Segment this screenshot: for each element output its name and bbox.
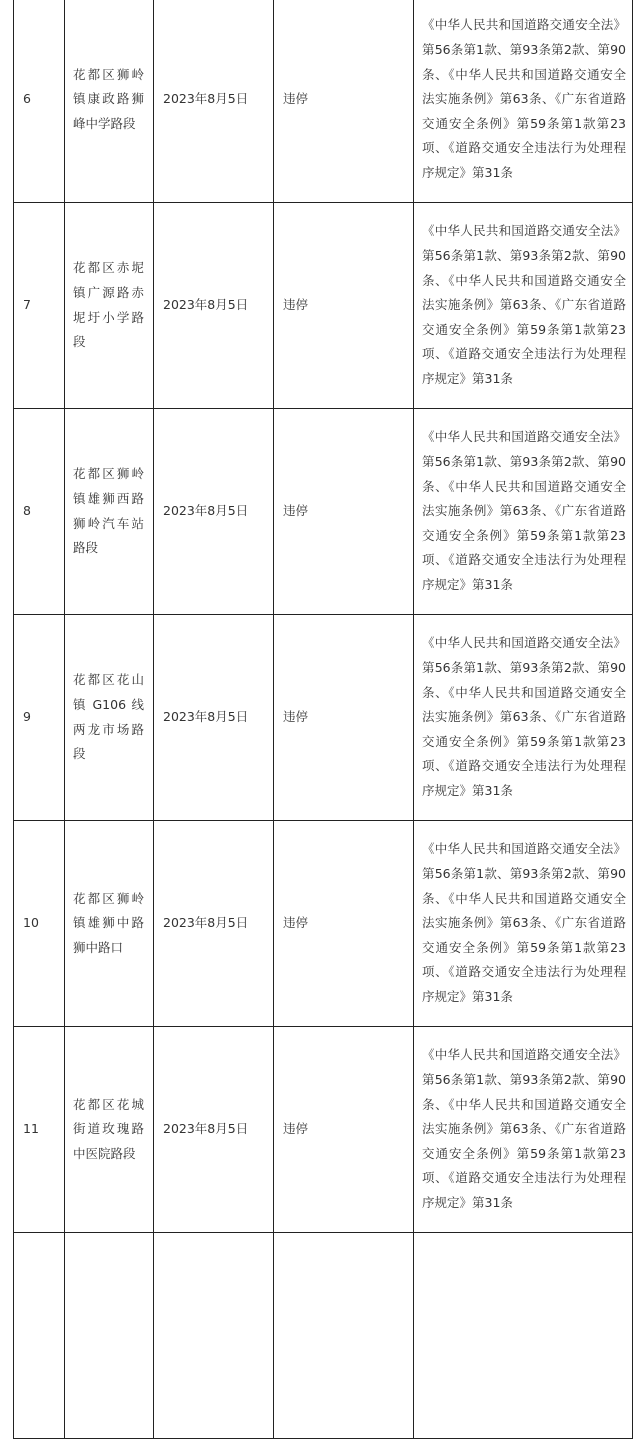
row-number: 8	[14, 409, 65, 615]
law-cell: 《中华人民共和国道路交通安全法》第56条第1款、第93条第2款、第90条、《中华人民共和国道路交通安全法实施条例》第63条、《广东省道路交通安全条例》第59条第1款第23项、《道路交通安全违法行为处理程序规定》第31条	[414, 0, 633, 203]
violation-cell: 违停	[274, 203, 414, 409]
law-cell: 《中华人民共和国道路交通安全法》第56条第1款、第93条第2款、第90条、《中华人民共和国道路交通安全法实施条例》第63条、《广东省道路交通安全条例》第59条第1款第23项、《道路交通安全违法行为处理程序规定》第31条	[414, 203, 633, 409]
violation-cell: 违停	[274, 821, 414, 1027]
row-number: 7	[14, 203, 65, 409]
row-number: 11	[14, 1027, 65, 1233]
row-number: 9	[14, 615, 65, 821]
law-cell: 《中华人民共和国道路交通安全法》第56条第1款、第93条第2款、第90条、《中华人民共和国道路交通安全法实施条例》第63条、《广东省道路交通安全条例》第59条第1款第23项、《道路交通安全违法行为处理程序规定》第31条	[414, 821, 633, 1027]
violation-cell: 违停	[274, 0, 414, 203]
location-cell: 花都区狮岭镇雄狮西路狮岭汽车站路段	[65, 409, 154, 615]
violation-cell: 违停	[274, 409, 414, 615]
location-cell: 花都区狮岭镇雄狮中路狮中路口	[65, 821, 154, 1027]
law-cell: 《中华人民共和国道路交通安全法》第56条第1款、第93条第2款、第90条、《中华人民共和国道路交通安全法实施条例》第63条、《广东省道路交通安全条例》第59条第1款第23项、《道路交通安全违法行为处理程序规定》第31条	[414, 1027, 633, 1233]
table-row	[14, 1027, 633, 1233]
violations-table	[13, 0, 632, 1439]
table-row	[14, 615, 633, 821]
violation-cell: 违停	[274, 1027, 414, 1233]
row-number: 10	[14, 821, 65, 1027]
row-number: 6	[14, 0, 65, 203]
violation-cell: 违停	[274, 615, 414, 821]
location-cell: 花都区赤坭镇广源路赤坭圩小学路段	[65, 203, 154, 409]
date-cell: 2023年8月5日	[154, 409, 274, 615]
date-cell: 2023年8月5日	[154, 203, 274, 409]
table-row	[14, 821, 633, 1027]
table-row-partial	[14, 1233, 633, 1439]
location-cell: 花都区狮岭镇康政路狮峰中学路段	[65, 0, 154, 203]
date-cell: 2023年8月5日	[154, 821, 274, 1027]
table-row	[14, 0, 633, 203]
law-cell: 《中华人民共和国道路交通安全法》第56条第1款、第93条第2款、第90条、《中华人民共和国道路交通安全法实施条例》第63条、《广东省道路交通安全条例》第59条第1款第23项、《道路交通安全违法行为处理程序规定》第31条	[414, 615, 633, 821]
date-cell: 2023年8月5日	[154, 615, 274, 821]
table-row	[14, 203, 633, 409]
law-cell: 《中华人民共和国道路交通安全法》第56条第1款、第93条第2款、第90条、《中华人民共和国道路交通安全法实施条例》第63条、《广东省道路交通安全条例》第59条第1款第23项、《道路交通安全违法行为处理程序规定》第31条	[414, 409, 633, 615]
date-cell: 2023年8月5日	[154, 0, 274, 203]
date-cell: 2023年8月5日	[154, 1027, 274, 1233]
location-cell: 花都区花城街道玫瑰路中医院路段	[65, 1027, 154, 1233]
table-row	[14, 409, 633, 615]
location-cell: 花都区花山镇 G106 线两龙市场路段	[65, 615, 154, 821]
